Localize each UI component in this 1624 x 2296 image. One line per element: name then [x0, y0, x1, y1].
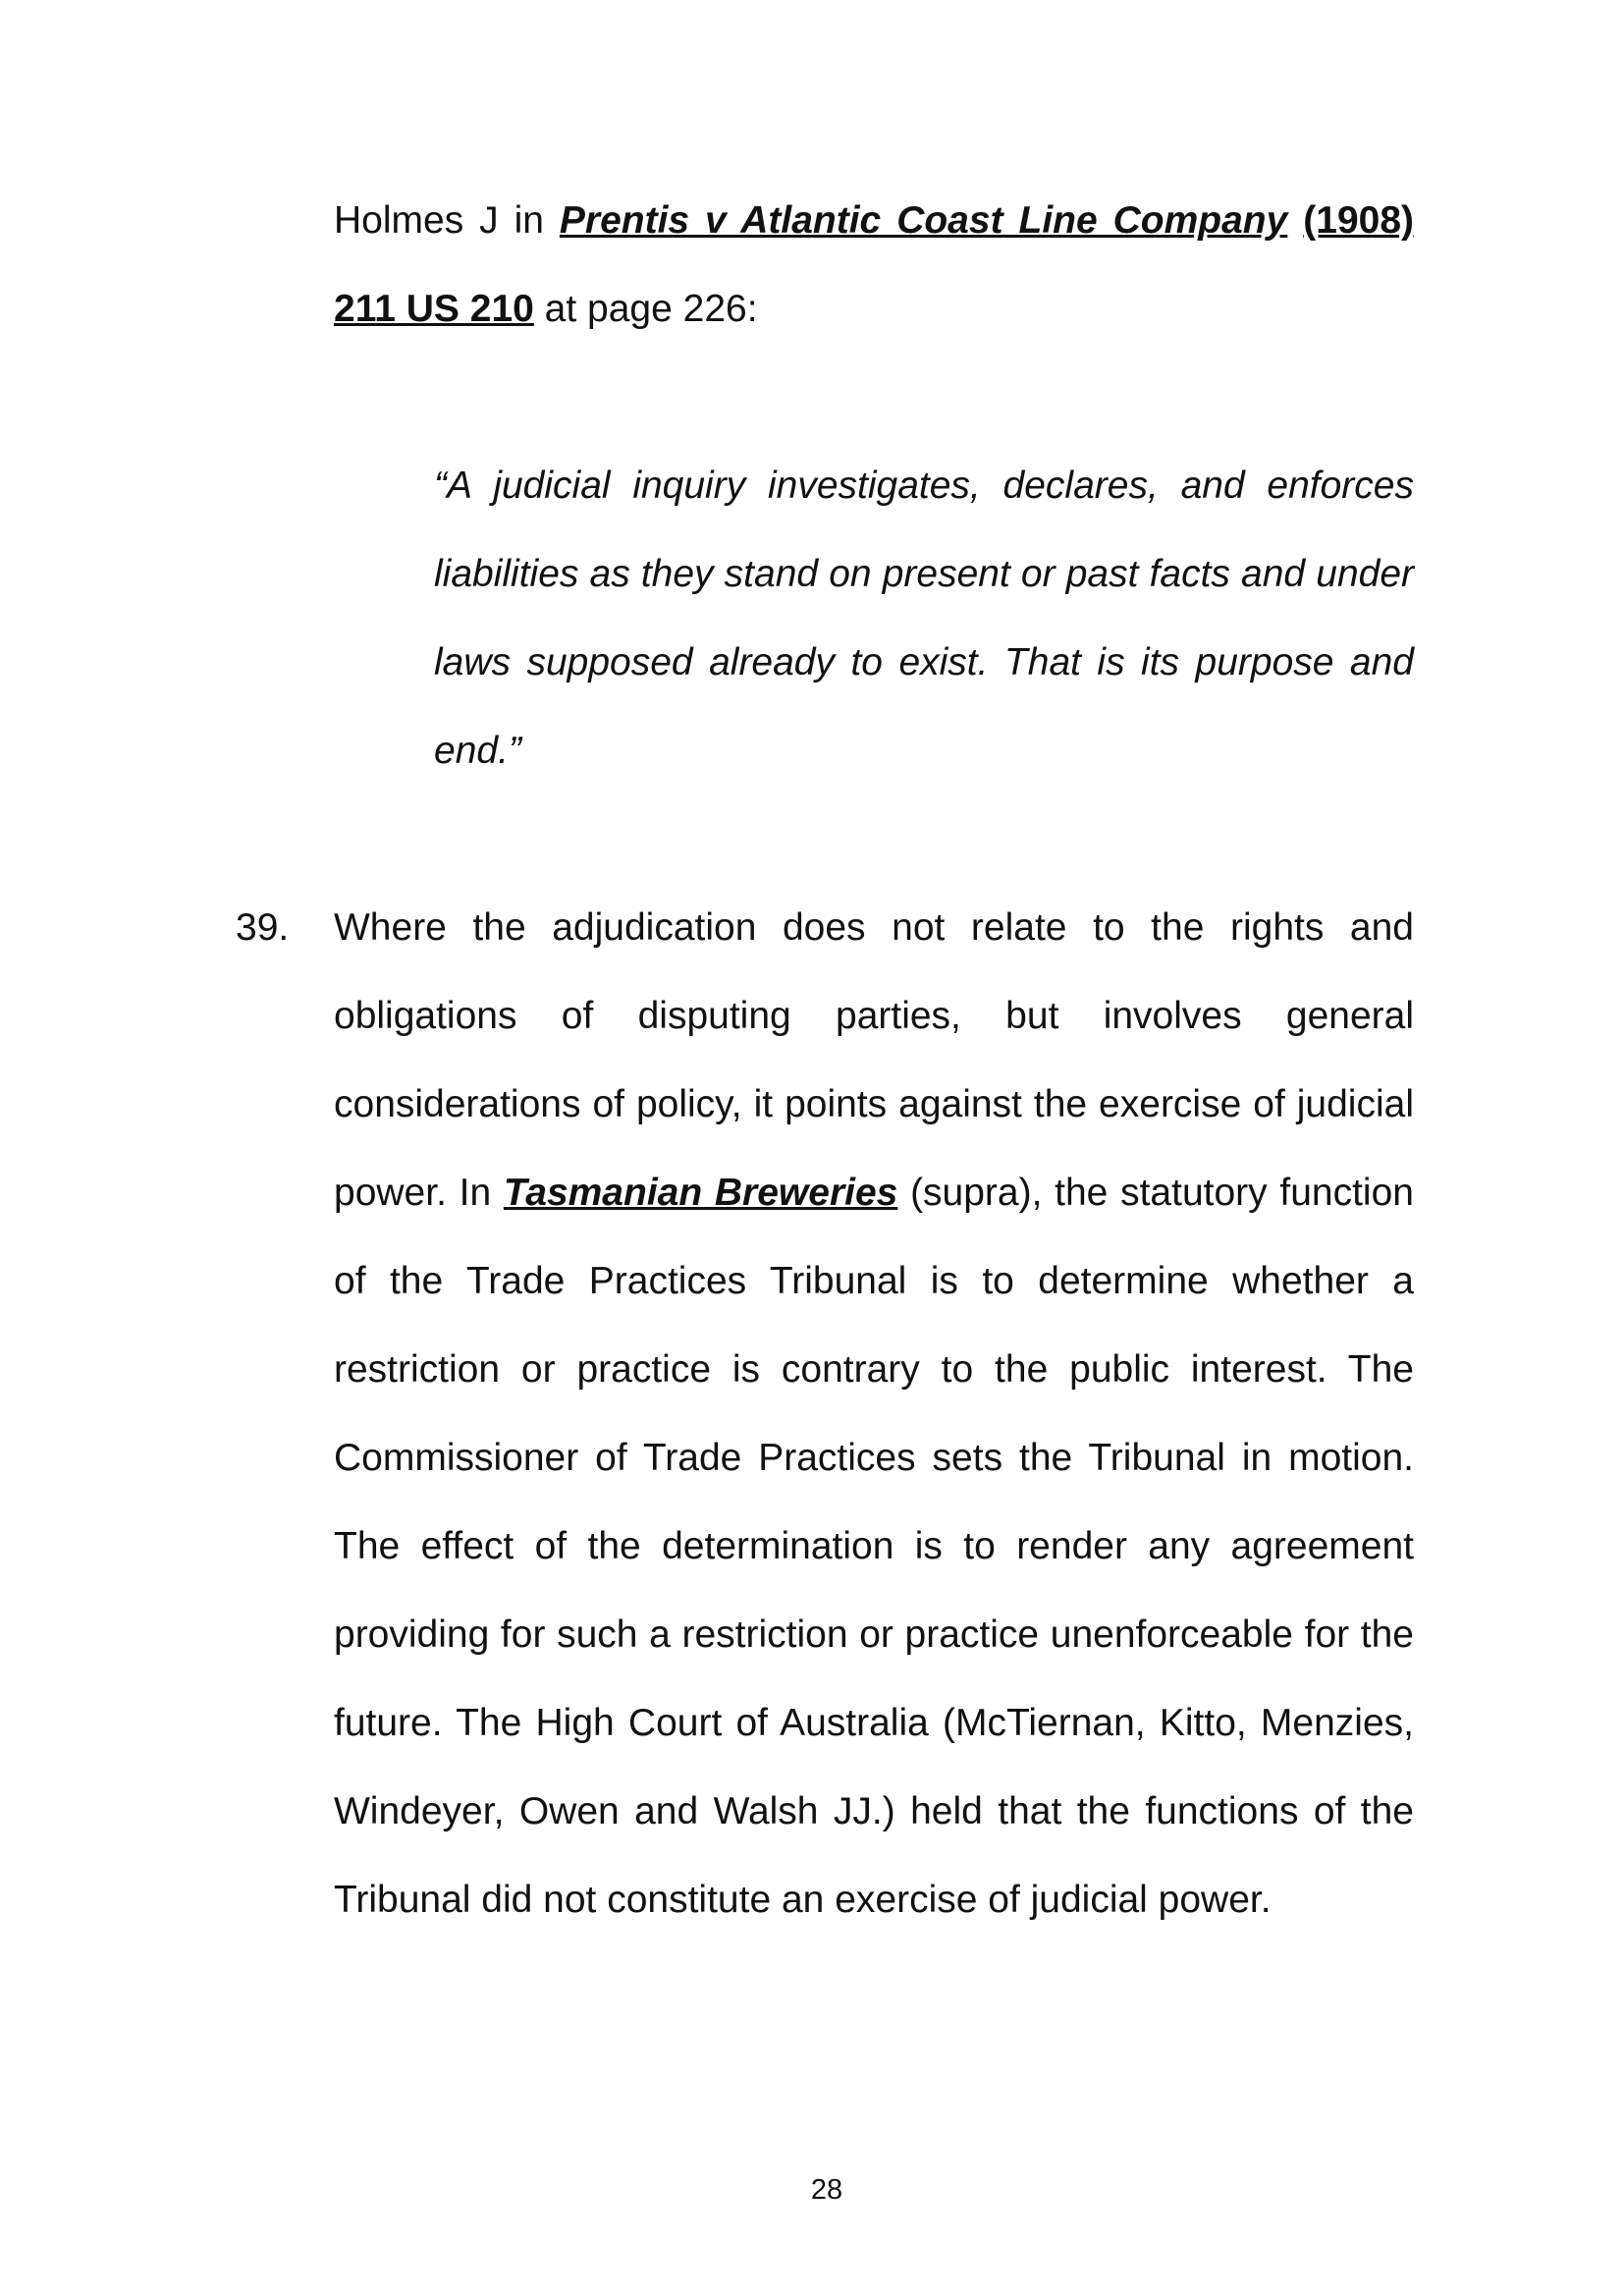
block-quote: [434, 442, 1414, 795]
case-citation-prentis: (1908) 211 US 210: [334, 199, 1414, 330]
intro-paragraph: [334, 177, 1414, 354]
quote-text: “A judicial inquiry investigates, declares, and enforces liabilities as they stand on present or past facts and under laws supposed already to exist. That is its purpose and end.”: [434, 465, 1414, 772]
paragraph-text-part1: Where the adjudication does not relate to the rights and obligations of disputing parties, but involves general considerations of policy, it points against the exercise of judicial power. In: [334, 906, 1414, 1214]
paragraph-number: 39.: [236, 906, 290, 949]
intro-space: [1287, 199, 1303, 242]
case-name-prentis: Prentis v Atlantic Coast Line Company: [559, 199, 1288, 242]
intro-trail-text: at page 226:: [533, 288, 758, 330]
case-name-tasmanian-breweries: Tasmanian Breweries: [503, 1172, 898, 1214]
page-number: 28: [810, 2174, 843, 2206]
paragraph-text-part2: (supra), the statutory function of the Trade Practices Tribunal is to determine whether a restriction or practice is contrary to the public interest. The Commissioner of Trade Practices sets the Tribunal in motion. The effect of the determination is to render any agreement providing for such a restriction or practice unenforceable for the future. The High Court of Australia (McTiernan, Kitto, Menzies, Windeyer, Owen and Walsh JJ.) held that the functions of the Tribunal did not constitute an exercise of judicial power.: [334, 1172, 1414, 1921]
paragraph-39: [334, 884, 1414, 1944]
intro-lead-text: Holmes J in: [334, 199, 560, 242]
